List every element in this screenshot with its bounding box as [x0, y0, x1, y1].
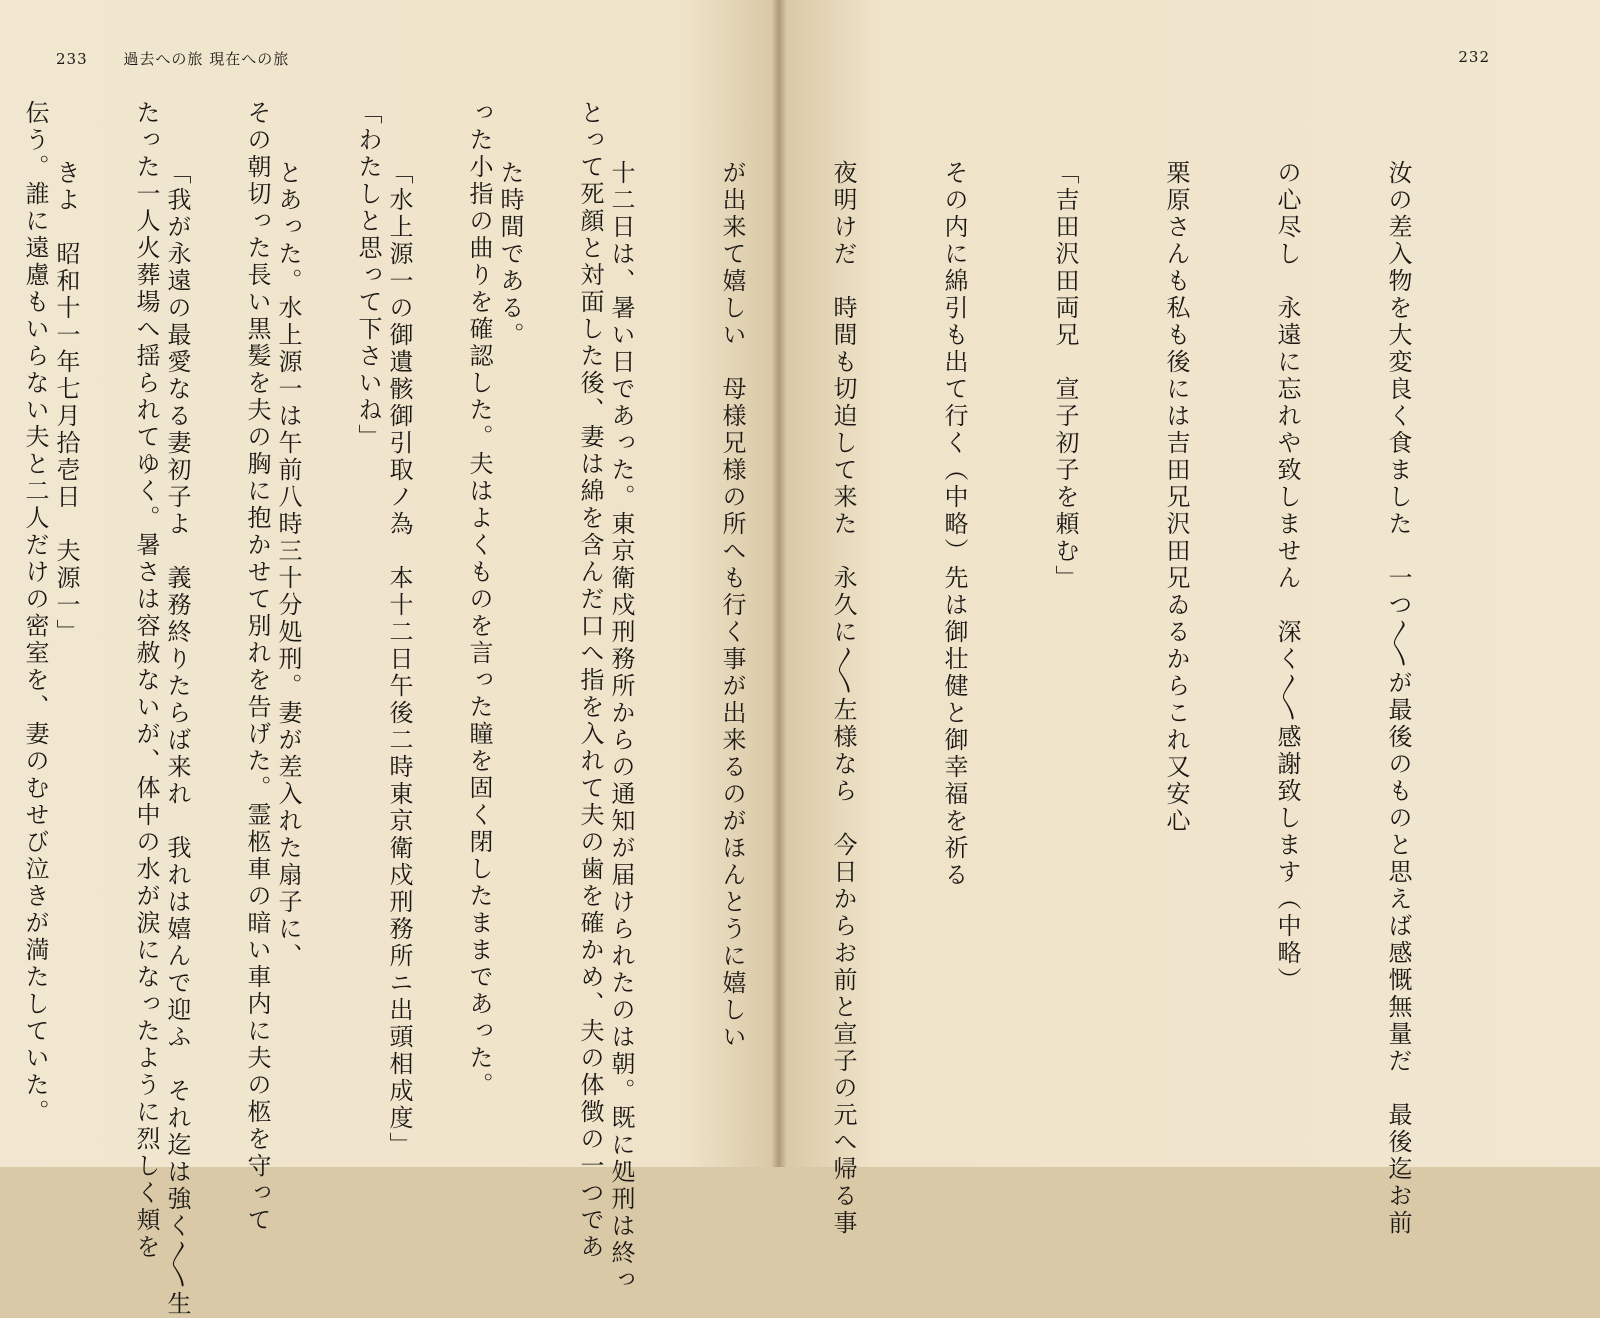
text-line: とって死顔と対面した後、妻は綿を含んだ口へ指を入れて夫の歯を確かめ、夫の体徴の一つであ — [576, 100, 604, 1261]
right-page-header — [1458, 48, 1490, 66]
text-line: た時間である。 — [496, 160, 524, 349]
book-gutter — [772, 0, 786, 1167]
text-line: 「吉田沢田両兄 宣子初子を頼む」 — [1051, 160, 1079, 592]
text-line: きよ 昭和十一年七月拾壱日 夫源一」 — [52, 160, 80, 646]
right-page-number: 232 — [1458, 48, 1490, 66]
text-line: 十二日は、暑い日であった。東京衛戍刑務所からの通知が届けられたのは朝。既に処刑は終っ — [607, 160, 635, 1294]
text-line: とあった。水上源一は午前八時三十分処刑。妻が差入れた扇子に、 — [274, 160, 302, 970]
text-line: 「水上源一の御遺骸御引取ノ為 本十二日午後二時東京衛戍刑務所ニ出頭相成度」 — [385, 160, 413, 1159]
text-line: 夜明けだ 時間も切迫して来た 永久に〳〵左様なら 今日からお前と宣子の元へ帰る事 — [829, 160, 857, 1237]
text-line: った小指の曲りを確認した。夫はよくものを言った瞳を固く閉したままであった。 — [465, 100, 493, 1099]
text-line: 「わたしと思って下さいね」 — [354, 100, 382, 451]
text-line: 栗原さんも私も後には吉田兄沢田兄ゐるからこれ又安心 — [1162, 160, 1190, 835]
text-line: が出来て嬉しい 母様兄様の所へも行く事が出来るのがほんとうに嬉しい — [718, 160, 746, 1051]
text-line: 汝の差入物を大変良く食ました 一つ〳〵が最後のものと思えば感慨無量だ 最後迄お前 — [1384, 160, 1412, 1237]
text-line: の心尽し 永遠に忘れや致しません 深く〳〵感謝致します（中略） — [1273, 160, 1301, 994]
left-page-number: 233 — [56, 50, 88, 68]
text-line: 伝う。誰に遠慮もいらない夫と二人だけの密室を、妻のむせび泣きが満たしていた。 — [21, 100, 49, 1126]
running-title: 過去への旅 現在への旅 — [123, 50, 290, 68]
text-line: たった一人火葬場へ揺られてゆく。暑さは容赦ないが、体中の水が涙になったように烈しく頬を — [132, 100, 160, 1261]
left-page-header — [56, 48, 289, 69]
text-line: その内に綿引も出て行く（中略）先は御壮健と御幸福を祈る — [940, 160, 968, 889]
text-line: その朝切った長い黒髪を夫の胸に抱かせて別れを告げた。霊柩車の暗い車内に夫の柩を守って — [243, 100, 271, 1234]
text-line: 「我が永遠の最愛なる妻初子よ 義務終りたらば来れ 我れは嬉んで迎ふ それ迄は強く〳〵生 — [163, 160, 191, 1318]
